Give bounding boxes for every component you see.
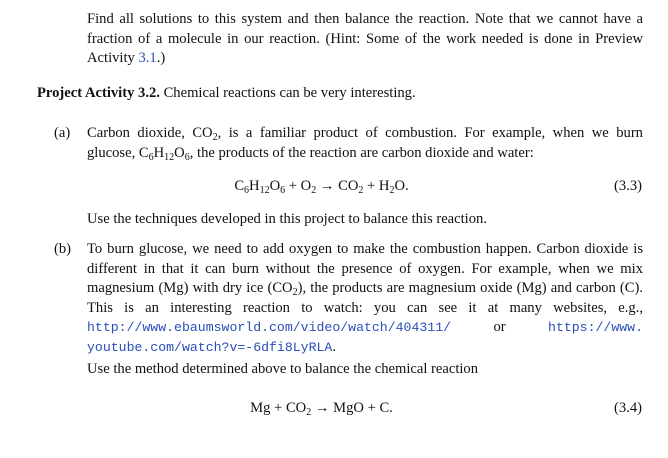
activity-text: Chemical reactions can be very interesting. [159,85,416,101]
item-b-label: (b) [54,241,72,257]
preview-activity-link[interactable]: 3.1 [138,50,157,67]
subscript: 2 [389,185,395,196]
subscript: 12 [164,151,175,163]
item-a [54,124,643,163]
item-b-text: or [451,319,549,336]
item-a-body [87,124,643,163]
item-b-instruction: Use the method determined above to balance the chemical reaction [87,361,479,377]
ebaumsworld-link[interactable]: http://www.ebaumsworld.com/video/watch/404311/ [87,320,452,336]
subscript: 2 [358,185,364,196]
youtube-link-part1[interactable]: https://www. [548,320,643,336]
intro-text: Find all solutions to this system and then balance the reaction. Note that we cannot have a fraction of a molecule in our reaction. (Hint: Some of the work needed is done in Preview Activity [87,11,643,67]
equation-3-4 [0,399,643,419]
eq-text: + O [285,178,312,194]
activity-title: Project Activity 3.2. [37,85,160,101]
eq-text: + H [363,178,390,194]
item-a-text: , is a familiar product of combustion. For example, when we burn glucose, C [87,125,643,161]
eq-text: C [234,178,245,194]
equation-3-3 [0,177,643,197]
item-b-text: ), the products are magnesium oxide (Mg) and carbon (C). This is an interesting reaction to watch: you can see it at many websites, e.g., [87,280,644,316]
subscript: 12 [259,185,270,196]
subscript: 2 [292,287,298,299]
intro-paragraph [87,10,643,69]
item-a-label: (a) [54,125,71,141]
eq-text: O [269,178,281,194]
eq-text: O. [394,178,409,194]
subscript: 2 [306,407,312,418]
equation-number-3-3: (3.3) [614,178,642,194]
subscript: 6 [280,185,286,196]
equation-number-3-4: (3.4) [614,400,642,416]
item-a-instruction: Use the techniques developed in this project to balance this reaction. [87,211,487,227]
youtube-link-part2[interactable]: youtube.com/watch?v=-6dfi8LyRLA [87,339,333,355]
item-a-text: , the products of the reaction are carbon dioxide and water: [189,144,534,161]
item-b-text: . [332,338,336,355]
subscript: 6 [148,151,154,163]
eq-text: → MgO + C. [311,400,393,416]
eq-text: → CO [316,178,359,194]
eq-text: Mg + CO [250,400,307,416]
item-a-text: O [174,144,185,161]
subscript: 6 [244,185,250,196]
item-b-text: To burn glucose, we need to add oxygen to make the combustion happen. Carbon dioxide is different in that it can burn without the presence of oxygen. For example, when we mix magnesium (Mg) with dry ice (CO [87,241,643,297]
intro-text-end: .) [156,50,166,67]
subscript: 6 [184,151,190,163]
item-a-text: Carbon dioxide, CO [87,125,213,141]
item-a-text: H [153,144,165,161]
subscript: 2 [311,185,317,196]
project-activity-heading [37,84,643,104]
item-b-body [87,240,643,358]
subscript: 2 [212,132,218,143]
item-b [54,240,643,358]
eq-text: H [249,178,260,194]
